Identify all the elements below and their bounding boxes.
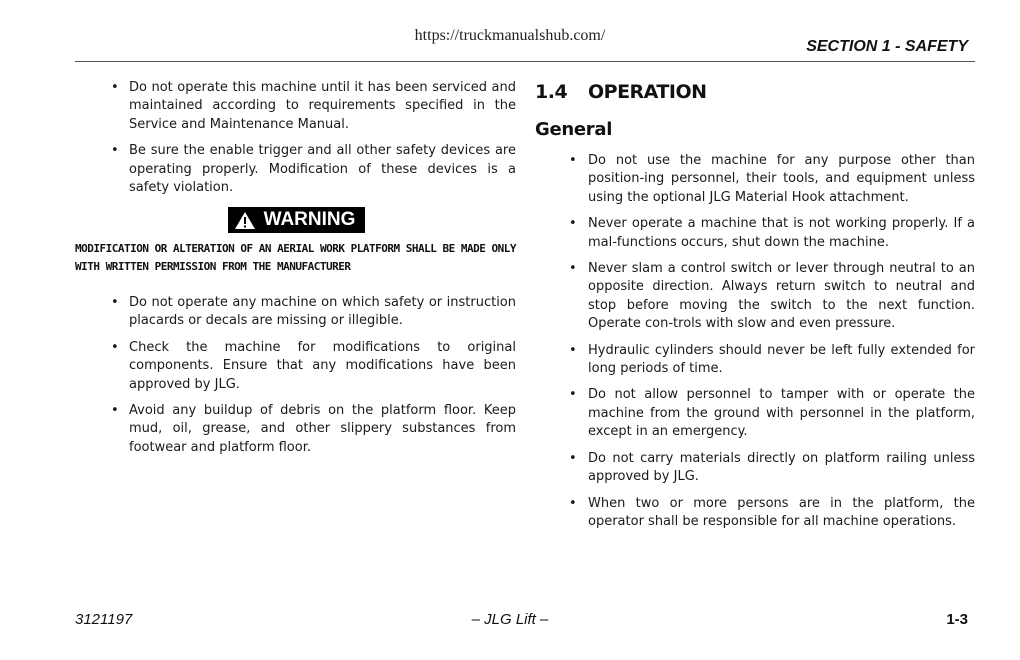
list-item: • Do not carry materials directly on platform railing unless approved by JLG. (569, 450, 975, 485)
list-item: • Do not operate any machine on which safety or instruction placards or decals are missing or illegible. (111, 294, 516, 329)
warning-label-box (228, 207, 366, 233)
list-item: • Be sure the enable trigger and all other safety devices are operating properly. Modification of these devices is a safety violation. (111, 143, 516, 196)
document-number: 3121197 (75, 611, 133, 628)
list-item: • Never operate a machine that is not working properly. If a mal-functions occurs, shut down the machine. (569, 216, 975, 250)
header-divider (75, 61, 975, 62)
warning-banner (75, 207, 516, 234)
subheading: General (535, 119, 613, 140)
warning-label: WARNING (263, 209, 356, 231)
list-item: • Check the machine for modifications to original components. Ensure that any modifications have been approved by JLG. (111, 339, 516, 392)
page-number: 1-3 (946, 611, 968, 628)
list-item: • Never slam a control switch or lever through neutral to an opposite direction. Always return switch to neutral and stop before moving the switch to the next function. Operate con-trols with slow and even pressure. (569, 261, 975, 332)
list-item: • When two or more persons are in the platform, the operator shall be responsible for all machine operations. (569, 495, 975, 529)
bullet-list-operation (535, 152, 975, 531)
list-item: • Avoid any buildup of debris on the platform floor. Keep mud, oil, grease, and other slippery substances from footwear and platform floor. (111, 402, 516, 455)
bullet-list-bottom (75, 294, 516, 457)
warning-triangle-icon (234, 211, 256, 230)
footer-brand: – JLG Lift – (471, 611, 549, 628)
section-number: 1.4 (535, 81, 568, 103)
bullet-list-top (75, 79, 516, 197)
section-heading-title: OPERATION (588, 81, 707, 103)
list-item: • Hydraulic cylinders should never be left fully extended for long periods of time. (569, 342, 975, 377)
left-column (75, 79, 516, 465)
right-column (535, 79, 975, 539)
list-item: • Do not allow personnel to tamper with or operate the machine from the ground with personnel in the platform, except in an emergency. (569, 387, 975, 440)
warning-text: MODIFICATION OR ALTERATION OF AN AERIAL WORK PLATFORM SHALL BE MADE ONLY WITH WRITTEN PERMISSION FROM THE MANUFACTURER (75, 241, 516, 273)
section-heading (535, 81, 975, 103)
source-url: https://truckmanualshub.com/ (414, 27, 606, 44)
list-item: • Do not operate this machine until it has been serviced and maintained according to requirements specified in the Service and Maintenance Manual. (111, 80, 516, 132)
list-item: • Do not use the machine for any purpose other than position-ing personnel, their tools, and equipment unless using the optional JLG Material Hook attachment. (569, 153, 975, 205)
section-title: SECTION 1 - SAFETY (806, 38, 968, 55)
